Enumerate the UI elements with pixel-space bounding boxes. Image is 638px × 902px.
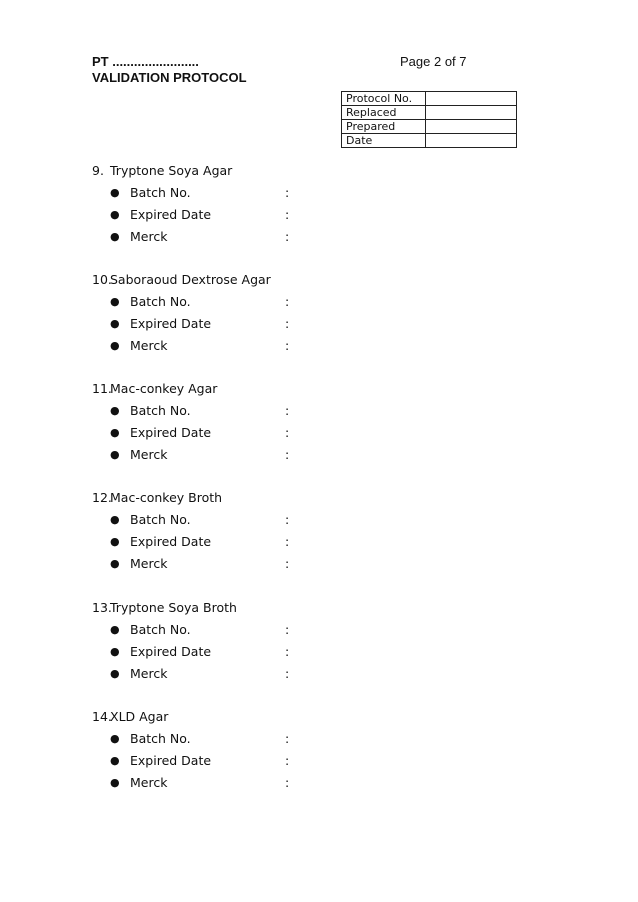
list-item	[92, 552, 295, 574]
meta-value	[426, 92, 517, 106]
meta-value	[426, 134, 517, 148]
bullet-icon: ●	[110, 425, 120, 439]
item-colon: :	[285, 446, 290, 462]
item-label: Batch No.	[130, 293, 191, 309]
section-number: 14.	[92, 708, 112, 724]
section-number: 9.	[92, 162, 104, 178]
document-type: VALIDATION PROTOCOL	[92, 70, 247, 85]
section-number: 12.	[92, 489, 112, 505]
item-colon: :	[285, 337, 290, 353]
list-item	[92, 334, 295, 356]
item-label: Expired Date	[130, 424, 212, 440]
item-colon: :	[285, 643, 290, 659]
item-colon: :	[285, 228, 290, 244]
media-section	[92, 377, 295, 465]
list-item	[92, 399, 295, 421]
list-item	[92, 290, 295, 312]
list-item	[92, 618, 295, 640]
item-colon: :	[285, 511, 290, 527]
item-label: Batch No.	[130, 511, 191, 527]
meta-value	[426, 120, 517, 134]
bullet-icon: ●	[110, 753, 120, 767]
item-label: Batch No.	[130, 184, 191, 200]
meta-row	[342, 120, 517, 134]
list-item	[92, 508, 295, 530]
item-colon: :	[285, 402, 290, 418]
company-name: PT ........................	[92, 54, 199, 69]
item-label: Expired Date	[130, 533, 212, 549]
bullet-icon: ●	[110, 338, 120, 352]
bullet-icon: ●	[110, 512, 120, 526]
item-colon: :	[285, 665, 290, 681]
section-title	[92, 159, 295, 181]
section-title-text: Tryptone Soya Broth	[110, 599, 237, 615]
bullet-icon: ●	[110, 316, 120, 330]
section-number: 10.	[92, 271, 112, 287]
section-title	[92, 705, 295, 727]
section-title	[92, 596, 295, 618]
meta-row	[342, 134, 517, 148]
item-label: Merck	[130, 228, 168, 244]
protocol-meta-table	[341, 91, 517, 148]
meta-label: Prepared	[342, 120, 426, 134]
meta-label: Date	[342, 134, 426, 148]
meta-value	[426, 106, 517, 120]
document-header	[92, 54, 247, 86]
section-number: 13.	[92, 599, 112, 615]
bullet-icon: ●	[110, 403, 120, 417]
bullet-icon: ●	[110, 207, 120, 221]
list-item	[92, 749, 295, 771]
item-label: Expired Date	[130, 643, 212, 659]
section-title-text: Mac-conkey Broth	[110, 489, 223, 505]
section-number: 11.	[92, 380, 112, 396]
page-number: Page 2 of 7	[400, 54, 467, 69]
list-item	[92, 203, 295, 225]
item-label: Batch No.	[130, 402, 191, 418]
list-item	[92, 727, 295, 749]
item-colon: :	[285, 730, 290, 746]
list-item	[92, 421, 295, 443]
item-label: Batch No.	[130, 621, 191, 637]
list-item	[92, 771, 295, 793]
meta-row	[342, 106, 517, 120]
bullet-icon: ●	[110, 229, 120, 243]
list-item	[92, 181, 295, 203]
section-title-text: XLD Agar	[110, 708, 169, 724]
bullet-icon: ●	[110, 644, 120, 658]
list-item	[92, 640, 295, 662]
item-label: Merck	[130, 774, 168, 790]
item-colon: :	[285, 621, 290, 637]
section-title	[92, 268, 295, 290]
item-label: Merck	[130, 665, 168, 681]
media-section	[92, 159, 295, 247]
section-title-text: Mac-conkey Agar	[110, 380, 218, 396]
item-label: Batch No.	[130, 730, 191, 746]
item-colon: :	[285, 752, 290, 768]
item-colon: :	[285, 206, 290, 222]
bullet-icon: ●	[110, 666, 120, 680]
section-title	[92, 486, 295, 508]
list-item	[92, 662, 295, 684]
media-section	[92, 486, 295, 574]
list-item	[92, 443, 295, 465]
bullet-icon: ●	[110, 534, 120, 548]
bullet-icon: ●	[110, 294, 120, 308]
bullet-icon: ●	[110, 622, 120, 636]
media-section	[92, 705, 295, 793]
media-section	[92, 268, 295, 356]
bullet-icon: ●	[110, 731, 120, 745]
bullet-icon: ●	[110, 556, 120, 570]
section-title-text: Tryptone Soya Agar	[110, 162, 233, 178]
item-label: Expired Date	[130, 315, 212, 331]
item-label: Expired Date	[130, 206, 212, 222]
list-item	[92, 312, 295, 334]
item-label: Merck	[130, 446, 168, 462]
item-colon: :	[285, 774, 290, 790]
list-item	[92, 530, 295, 552]
bullet-icon: ●	[110, 447, 120, 461]
item-colon: :	[285, 184, 290, 200]
item-label: Merck	[130, 555, 168, 571]
item-colon: :	[285, 424, 290, 440]
meta-row	[342, 92, 517, 106]
item-colon: :	[285, 315, 290, 331]
item-colon: :	[285, 555, 290, 571]
list-item	[92, 225, 295, 247]
section-title	[92, 377, 295, 399]
bullet-icon: ●	[110, 775, 120, 789]
section-title-text: Saboraoud Dextrose Agar	[110, 271, 271, 287]
media-section	[92, 596, 295, 684]
item-colon: :	[285, 293, 290, 309]
item-label: Expired Date	[130, 752, 212, 768]
item-colon: :	[285, 533, 290, 549]
item-label: Merck	[130, 337, 168, 353]
meta-label: Protocol No.	[342, 92, 426, 106]
meta-label: Replaced	[342, 106, 426, 120]
bullet-icon: ●	[110, 185, 120, 199]
